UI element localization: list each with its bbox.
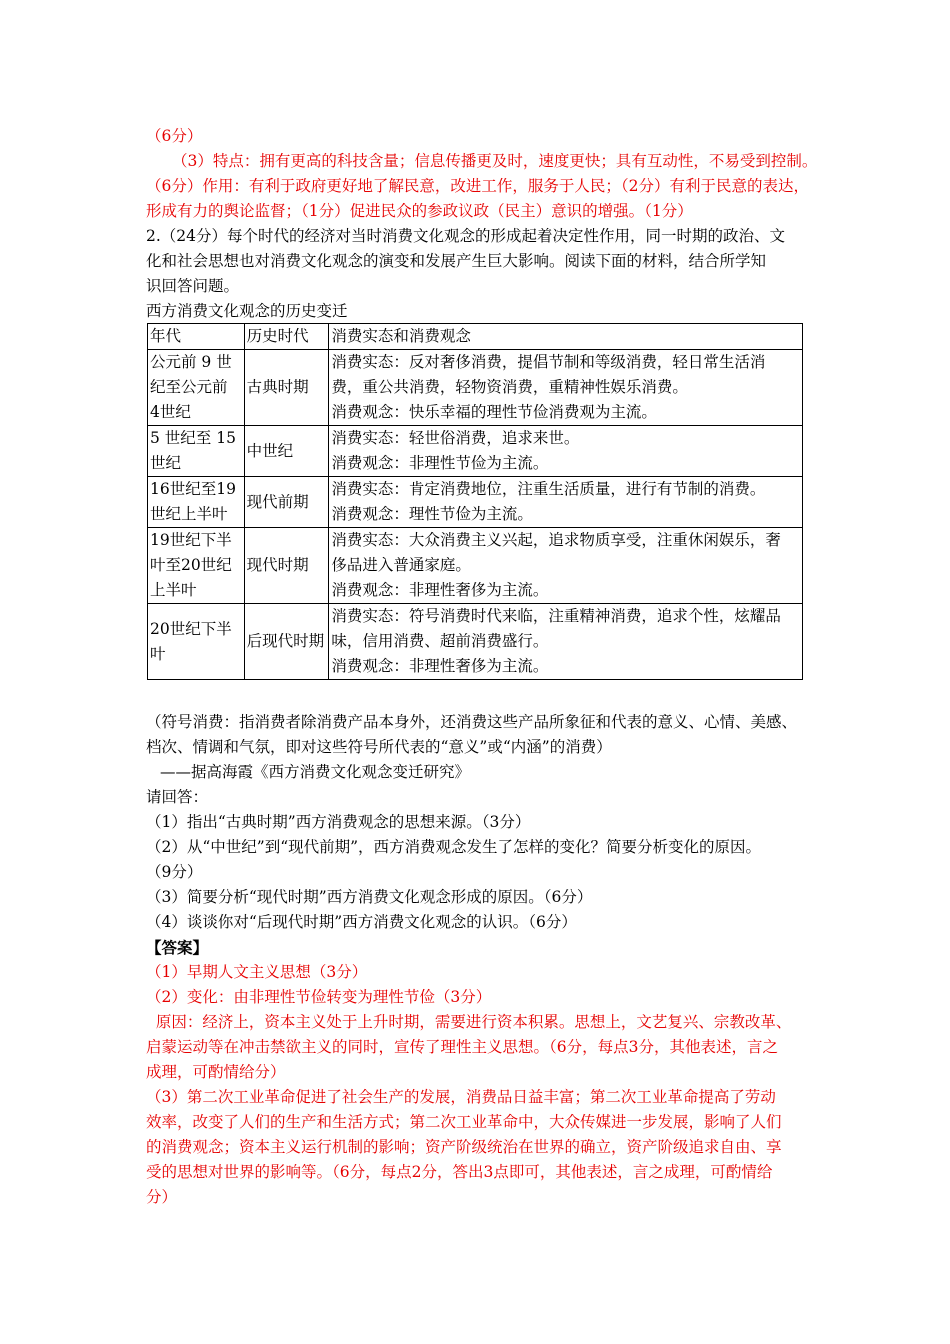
answer-3-line-2: 效率，改变了人们的生产和生活方式；第二次工业革命中，大众传媒进一步发展，影响了人们 (146, 1113, 782, 1131)
answer-function-line-2: 形成有力的舆论监督；（1分）促进民众的参政议政（民主）意识的增强。（1分） (146, 202, 693, 220)
table-header-row (148, 324, 803, 350)
answer-heading: 【答案】 (146, 938, 209, 957)
answer-2-reason-line-2: 启蒙运动等在冲击禁欲主义的同时，宣传了理性主义思想。（6分，每点3分，其他表述，言之 (146, 1038, 778, 1056)
prompt-intro: 请回答： (146, 788, 209, 806)
table-row (148, 426, 803, 477)
period-cell: 后现代时期 (244, 604, 329, 680)
header-period: 历史时代 (244, 324, 329, 350)
answer-2-reason-line-1: 原因：经济上，资本主义处于上升时期，需要进行资本积累。思想上，文艺复兴、宗教改革、 (146, 1013, 792, 1031)
table-row (148, 604, 803, 680)
period-cell: 古典时期 (244, 350, 329, 426)
answer-3-line-3: 的消费观念；资本主义运行机制的影响；资产阶级统治在世界的确立，资产阶级追求自由、享 (146, 1138, 782, 1156)
content-cell: 消费实态：反对奢侈消费，提倡节制和等级消费，轻日常生活消 费，重公共消费，轻物资消费，重精神性娱乐消费。 消费观念：快乐幸福的理性节俭消费观为主流。 (329, 350, 803, 426)
prompt-q2: （2）从“中世纪”到“现代前期”，西方消费观念发生了怎样的变化？简要分析变化的原因。 (146, 838, 762, 856)
header-content: 消费实态和消费观念 (329, 324, 803, 350)
table-row (148, 528, 803, 604)
period-cell: 中世纪 (244, 426, 329, 477)
era-cell: 20世纪下半 叶 (148, 604, 245, 680)
period-cell: 现代前期 (244, 477, 329, 528)
content-cell: 消费实态：大众消费主义兴起，追求物质享受，注重休闲娱乐，奢 侈品进入普通家庭。 消费观念：非理性奢侈为主流。 (329, 528, 803, 604)
question-stem-line-3: 识回答问题。 (146, 277, 240, 295)
period-cell: 现代时期 (244, 528, 329, 604)
prompt-q3: （3）简要分析“现代时期”西方消费文化观念形成的原因。（6分） (146, 888, 593, 906)
history-table (147, 323, 803, 680)
prompt-q4: （4）谈谈你对“后现代时期”西方消费文化观念的认识。（6分） (146, 913, 577, 931)
note-line-2: 档次、情调和气氛，即对这些符号所代表的“意义”或“内涵”的消费） (146, 738, 612, 756)
table-title: 西方消费文化观念的历史变迁 (146, 302, 348, 320)
content-cell: 消费实态：肯定消费地位，注重生活质量，进行有节制的消费。 消费观念：理性节俭为主流。 (329, 477, 803, 528)
answer-3-line-1: （3）第二次工业革命促进了社会生产的发展，消费品日益丰富；第二次工业革命提高了劳动 (146, 1088, 776, 1106)
answer-3-line-4: 受的思想对世界的影响等。（6分，每点2分，答出3点即可，其他表述，言之成理，可酌情给 (146, 1163, 773, 1181)
answer-function-line-1: （6分）作用：有利于政府更好地了解民意，改进工作，服务于人民；（2分）有利于民意的表达， (146, 177, 809, 195)
era-cell: 19世纪下半 叶至20世纪 上半叶 (148, 528, 245, 604)
answer-2-change: （2）变化：由非理性节俭转变为理性节俭（3分） (146, 988, 492, 1006)
question-stem-line-2: 化和社会思想也对消费文化观念的演变和发展产生巨大影响。阅读下面的材料，结合所学知 (146, 252, 767, 270)
era-cell: 5 世纪至 15 世纪 (148, 426, 245, 477)
table-row (148, 350, 803, 426)
prompt-q1: （1）指出“古典时期”西方消费观念的思想来源。（3分） (146, 813, 531, 831)
question-stem-line-1: 2.（24分）每个时代的经济对当时消费文化观念的形成起着决定性作用，同一时期的政治、文 (146, 227, 786, 245)
source-citation: ——据高海霞《西方消费文化观念变迁研究》 (160, 763, 471, 781)
answer-1: （1）早期人文主义思想（3分） (146, 963, 368, 981)
content-cell: 消费实态：符号消费时代来临，注重精神消费，追求个性，炫耀品 味，信用消费、超前消费盛行。 消费观念：非理性奢侈为主流。 (329, 604, 803, 680)
answer-features-line: （3）特点：拥有更高的科技含量；信息传播更及时，速度更快；具有互动性，不易受到控制。 (172, 152, 818, 170)
prompt-q2-score: （9分） (146, 863, 203, 881)
header-era: 年代 (148, 324, 245, 350)
era-cell: 公元前 9 世 纪至公元前 4世纪 (148, 350, 245, 426)
answer-2-reason-line-3: 成理，可酌情给分） (146, 1063, 286, 1081)
answer-score-line: （6分） (146, 127, 203, 145)
note-line-1: （符号消费：指消费者除消费产品本身外，还消费这些产品所象征和代表的意义、心情、美感、 (146, 713, 798, 731)
table-row (148, 477, 803, 528)
content-cell: 消费实态：轻世俗消费，追求来世。 消费观念：非理性节俭为主流。 (329, 426, 803, 477)
answer-3-line-5: 分） (146, 1188, 178, 1206)
era-cell: 16世纪至19 世纪上半叶 (148, 477, 245, 528)
